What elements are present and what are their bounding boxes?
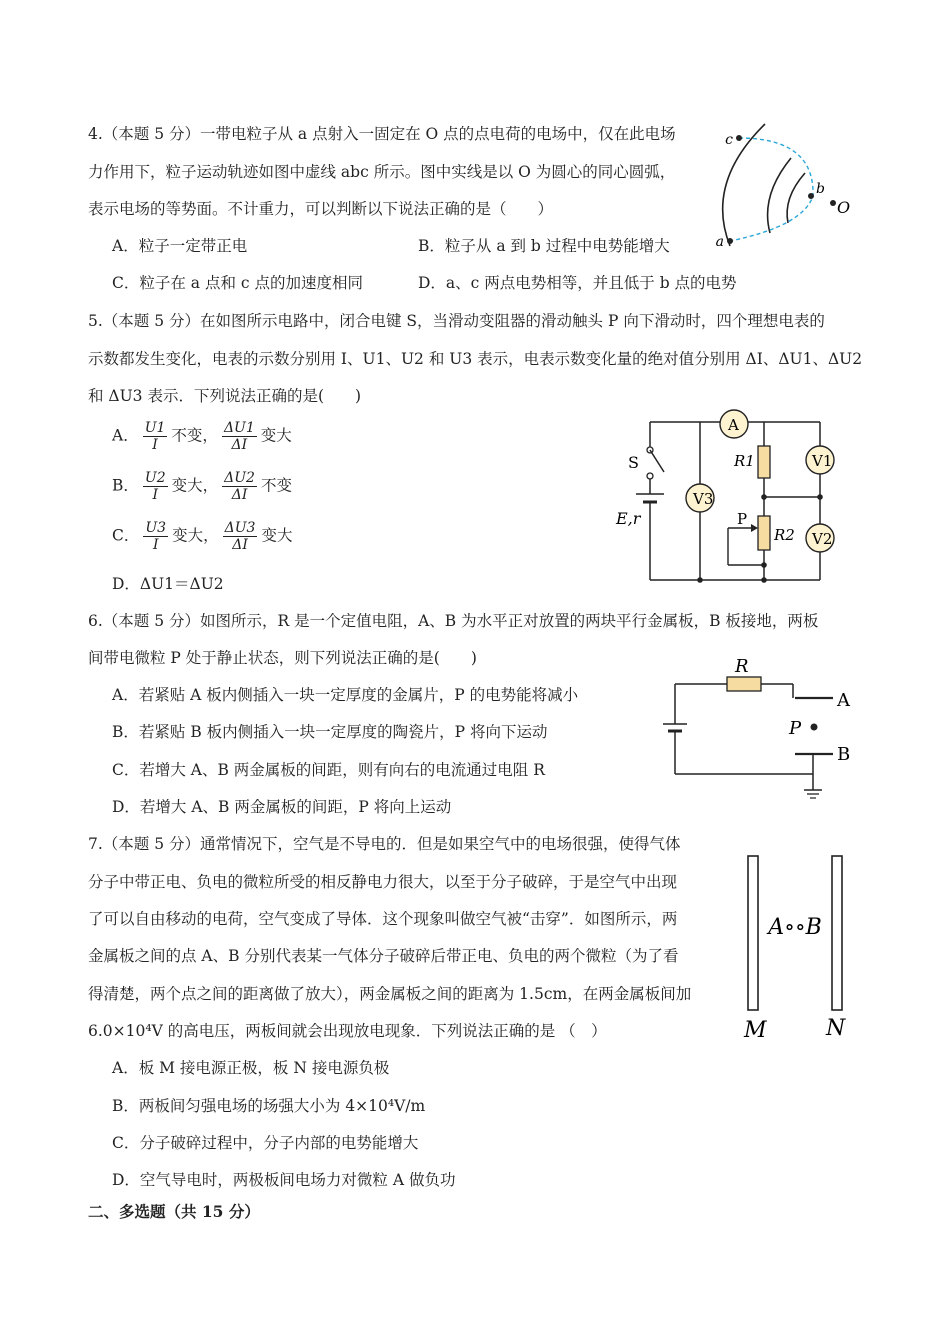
q5-option-c-fraction-2: $\frac{\Delta U3}{\Delta I}$ (224, 520, 256, 553)
q5-label-er: E,r (616, 509, 641, 528)
q4-option-a: A．粒子一定带正电 (112, 237, 248, 255)
q6-option-a: A．若紧贴 A 板内侧插入一块一定厚度的金属片，P 的电势能将减小 (112, 686, 579, 704)
q7-option-a: A．板 M 接电源正极，板 N 接电源负极 (112, 1059, 390, 1077)
q7-line-4: 金属板之间的点 A、B 分别代表某一气体分子破碎后带正电、负电的两个微粒（为了看 (88, 947, 679, 965)
q5-label-r1: R1 (734, 452, 755, 470)
q6-figure-capacitor-circuit (655, 650, 865, 800)
q5-label-p: P (737, 510, 748, 528)
q5-line-2: 示数都发生变化，电表的示数分别用 I、U1、U2 和 U3 表示，电表示数变化量的绝对值分别用 ΔI、ΔU1、ΔU2 (88, 350, 863, 368)
q5-option-a-fraction-2: $\frac{\Delta U1}{\Delta I}$ (223, 420, 255, 453)
q6-option-b: B．若紧贴 B 板内侧插入一块一定厚度的陶瓷片，P 将向下运动 (112, 723, 548, 741)
q6-label-b: B (837, 744, 851, 765)
q4-option-c: C．粒子在 a 点和 c 点的加速度相同 (112, 274, 363, 292)
q5-option-c: C． $\frac{U3}{I}$ 变大， $\frac{\Delta U3}{\Delta I}$ 变大 (112, 520, 293, 553)
q5-label-a: A (728, 416, 739, 434)
q5-option-b-fraction-1: $\frac{U2}{I}$ (144, 470, 166, 503)
q4-figure-equipotential (705, 118, 865, 258)
q5-option-a-prefix: A． (112, 426, 139, 445)
q5-label-v3: V3 (693, 490, 714, 508)
q6-label-r: R (735, 656, 749, 677)
q4-label-b: b (816, 181, 825, 197)
q5-option-b: B． $\frac{U2}{I}$ 变大， $\frac{\Delta U2}{\Delta I}$ 不变 (112, 470, 292, 503)
q5-label-r2: R2 (774, 526, 795, 544)
q7-label-ab: A∘∘B (768, 915, 822, 940)
q5-figure-circuit (612, 410, 852, 585)
q5-label-v1: V1 (812, 452, 833, 470)
q7-line-5: 得清楚，两个点之间的距离做了放大），两金属板之间的距离为 1.5cm，在两金属板间加 (88, 985, 692, 1003)
q5-option-c-fraction-1: $\frac{U3}{I}$ (145, 520, 167, 553)
q7-line-3: 了可以自由移动的电荷，空气变成了导体．这个现象叫做空气被“击穿”．如图所示，两 (88, 910, 678, 928)
q5-label-v2: V2 (812, 530, 833, 548)
q5-option-a-fraction-1: $\frac{U1}{I}$ (144, 420, 166, 453)
q6-label-a: A (837, 690, 850, 711)
q6-option-c: C．若增大 A、B 两金属板的间距，则有向右的电流通过电阻 R (112, 761, 545, 779)
q5-option-d: D．ΔU1＝ΔU2 (112, 575, 224, 593)
q5-line-3: 和 ΔU3 表示．下列说法正确的是( ) (88, 387, 362, 405)
q6-label-p: P (789, 718, 802, 739)
q4-label-c: c (725, 132, 733, 148)
q4-label-o: O (837, 198, 851, 217)
q7-line-6: 6.0×10⁴V 的高电压，两板间就会出现放电现象．下列说法正确的是 （ ） (88, 1022, 607, 1040)
q5-label-s: S (628, 453, 639, 472)
q5-option-b-fraction-2: $\frac{\Delta U2}{\Delta I}$ (224, 470, 255, 503)
q4-line-3: 表示电场的等势面。不计重力，可以判断以下说法正确的是（ ） (88, 200, 554, 218)
q7-figure-metal-plates (740, 852, 860, 1052)
q7-line-1: 7.（本题 5 分）通常情况下，空气是不导电的．但是如果空气中的电场很强，使得气体 (88, 835, 681, 853)
q7-label-m: M (744, 1018, 767, 1043)
q4-line-1: 4.（本题 5 分）一带电粒子从 a 点射入一固定在 O 点的点电荷的电场中，仅在此电场 (88, 125, 676, 143)
q4-label-a: a (715, 234, 724, 250)
q7-option-d: D．空气导电时，两极板间电场力对微粒 A 做负功 (112, 1171, 456, 1189)
section-2-heading: 二、多选题（共 15 分） (88, 1202, 260, 1221)
q7-line-2: 分子中带正电、负电的微粒所受的相反静电力很大，以至于分子破碎，于是空气中出现 (88, 873, 678, 891)
q6-line-1: 6.（本题 5 分）如图所示，R 是一个定值电阻，A、B 为水平正对放置的两块平行金属板，B 板接地，两板 (88, 612, 819, 630)
q7-label-n: N (826, 1016, 846, 1041)
q7-option-c: C．分子破碎过程中，分子内部的电势能增大 (112, 1134, 419, 1152)
q6-option-d: D．若增大 A、B 两金属板的间距，P 将向上运动 (112, 798, 452, 816)
q5-line-1: 5.（本题 5 分）在如图所示电路中，闭合电键 S，当滑动变阻器的滑动触头 P 向下滑动时，四个理想电表的 (88, 312, 825, 330)
q4-option-b: B．粒子从 a 到 b 过程中电势能增大 (418, 237, 670, 255)
q5-option-a: A． $\frac{U1}{I}$ 不变， $\frac{\Delta U1}{\Delta I}$ 变大 (112, 420, 292, 453)
q7-option-b: B．两板间匀强电场的场强大小为 4×10⁴V/m (112, 1097, 426, 1115)
q4-option-d: D．a、c 两点电势相等，并且低于 b 点的电势 (418, 274, 737, 292)
q4-line-2: 力作用下，粒子运动轨迹如图中虚线 abc 所示。图中实线是以 O 为圆心的同心圆弧， (88, 163, 676, 181)
q6-line-2: 间带电微粒 P 处于静止状态，则下列说法正确的是( ) (88, 649, 477, 667)
